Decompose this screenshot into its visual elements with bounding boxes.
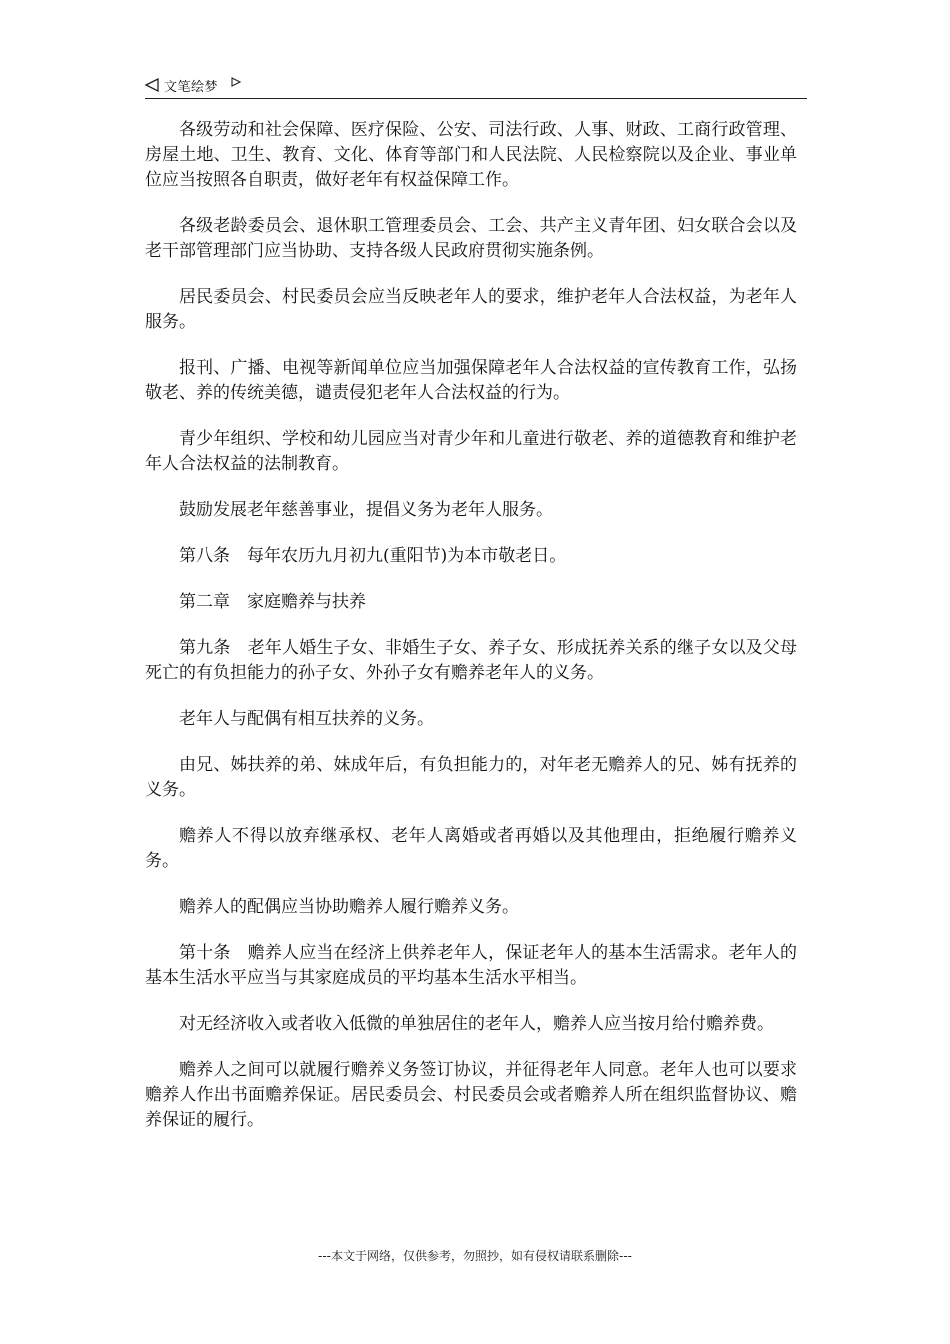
paragraph: 赡养人不得以放弃继承权、老年人离婚或者再婚以及其他理由，拒绝履行赡养义务。 bbox=[145, 826, 797, 871]
article-heading: 第八条 每年农历九月初九(重阳节)为本市敬老日。 bbox=[179, 546, 567, 566]
paragraph: 鼓励发展老年慈善事业，提倡义务为老年人服务。 bbox=[179, 500, 553, 520]
document-body bbox=[145, 118, 797, 1154]
paragraph: 各级劳动和社会保障、医疗保险、公安、司法行政、人事、财政、工商行政管理、房屋土地、卫生、教育、文化、体育等部门和人民法院、人民检察院以及企业、事业单位应当按照各自职责，做好老年有权益保障工作。 bbox=[145, 120, 797, 190]
chapter-heading: 第二章 家庭赡养与扶养 bbox=[179, 592, 366, 612]
footer-notice: ---本文于网络，仅供参考，勿照抄，如有侵权请联系删除--- bbox=[318, 1249, 632, 1263]
paragraph: 赡养人的配偶应当协助赡养人履行赡养义务。 bbox=[179, 897, 519, 917]
paragraph: 报刊、广播、电视等新闻单位应当加强保障老年人合法权益的宣传教育工作，弘扬敬老、养的传统美德，谴责侵犯老年人合法权益的行为。 bbox=[145, 358, 797, 403]
article-heading: 第九条 老年人婚生子女、非婚生子女、养子女、形成抚养关系的继子女以及父母死亡的有负担能力的孙子女、外孙子女有赡养老年人的义务。 bbox=[145, 638, 797, 683]
paragraph: 青少年组织、学校和幼儿园应当对青少年和儿童进行敬老、养的道德教育和维护老年人合法权益的法制教育。 bbox=[145, 429, 797, 474]
page-header bbox=[145, 74, 807, 99]
paragraph: 老年人与配偶有相互扶养的义务。 bbox=[179, 709, 434, 729]
triangle-right-icon bbox=[231, 77, 241, 87]
triangle-left-icon bbox=[145, 78, 159, 92]
header-brand: 文笔绘梦 bbox=[164, 80, 219, 95]
paragraph: 居民委员会、村民委员会应当反映老年人的要求，维护老年人合法权益，为老年人服务。 bbox=[145, 287, 797, 332]
paragraph: 由兄、姊扶养的弟、妹成年后，有负担能力的，对年老无赡养人的兄、姊有抚养的义务。 bbox=[145, 755, 797, 800]
article-heading: 第十条 赡养人应当在经济上供养老年人，保证老年人的基本生活需求。老年人的基本生活水平应当与其家庭成员的平均基本生活水平相当。 bbox=[145, 943, 797, 988]
paragraph: 赡养人之间可以就履行赡养义务签订协议，并征得老年人同意。老年人也可以要求赡养人作出书面赡养保证。居民委员会、村民委员会或者赡养人所在组织监督协议、赡养保证的履行。 bbox=[145, 1060, 797, 1130]
paragraph: 各级老龄委员会、退休职工管理委员会、工会、共产主义青年团、妇女联合会以及老干部管理部门应当协助、支持各级人民政府贯彻实施条例。 bbox=[145, 216, 797, 261]
paragraph: 对无经济收入或者收入低微的单独居住的老年人，赡养人应当按月给付赡养费。 bbox=[179, 1014, 774, 1034]
